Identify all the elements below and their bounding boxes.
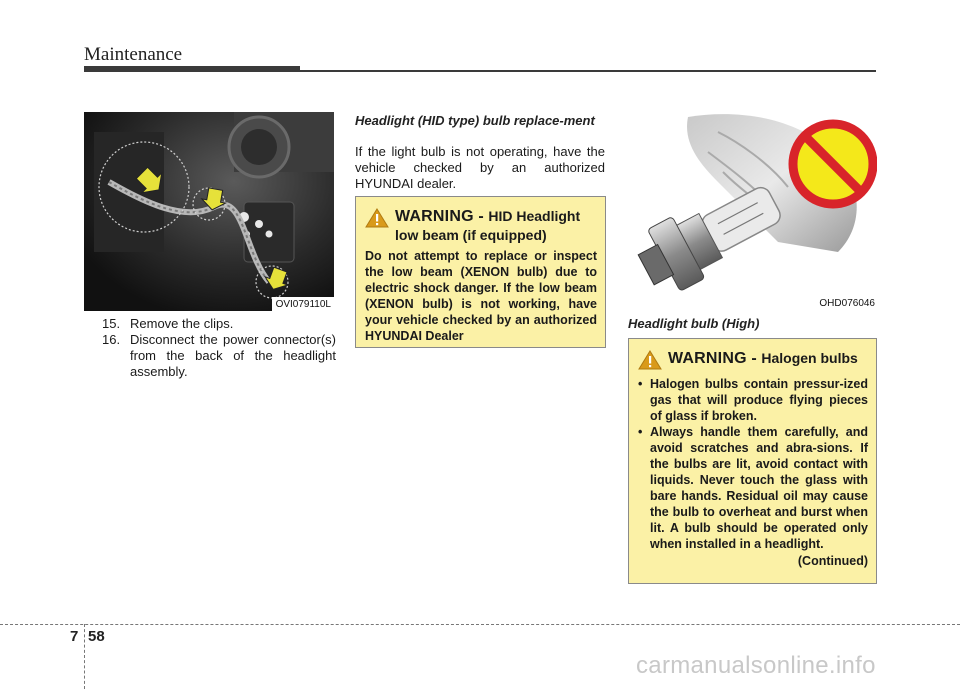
photo-code-right: OHD076046 (819, 298, 875, 309)
footer-divider (84, 624, 85, 689)
step-list (104, 316, 336, 380)
bullet-dot-icon: • (638, 377, 643, 391)
warning-box-halogen (628, 338, 877, 584)
warning-triangle-icon (638, 350, 662, 370)
step-text: Disconnect the power connector(s) from the back of the headlight assembly. (130, 332, 336, 379)
warning-bullet (638, 376, 868, 424)
step-item (104, 332, 336, 380)
figure-caption: Headlight bulb (High) (628, 316, 760, 331)
halogen-bulb-photo (628, 112, 877, 311)
bullet-dot-icon: • (638, 425, 643, 439)
warning-word: WARNING - (668, 350, 757, 367)
bullet-text: Halogen bulbs contain pressur-ized gas that will produce flying pieces of glass if broken. (650, 377, 868, 423)
step-number: 16. (102, 332, 121, 347)
warning-title (395, 207, 597, 245)
warning-box-hid (355, 196, 606, 348)
header-rule-thin (300, 70, 876, 72)
warning-triangle-icon (365, 208, 389, 228)
continued-note: (Continued) (797, 554, 868, 568)
warning-bullet (638, 424, 868, 552)
step-item (104, 316, 336, 332)
step-number: 15. (102, 316, 121, 331)
step-text: Remove the clips. (130, 316, 234, 331)
footer-rule (0, 624, 960, 625)
warning-header (638, 349, 868, 370)
subsection-body: If the light bulb is not operating, have the vehicle checked by an authorized HYUNDAI dealer. (355, 144, 605, 191)
page-number: 58 (88, 628, 105, 645)
bullet-text: Always handle them carefully, and avoid scratches and abra-sions. If the bulbs are lit, avoid contact with liquids. Never touch the glass with bare hands. Residual oil may cause the bulb to overheat and burst when lit. A bulb should be operated only when installed in a headlight. (650, 425, 868, 551)
subsection-heading: Headlight (HID type) bulb replace-ment (355, 113, 595, 128)
engine-bay-photo (84, 112, 334, 311)
chapter-number: 7 (70, 628, 79, 645)
warning-bullet-list (638, 376, 868, 552)
watermark: carmanualsonline.info (636, 652, 876, 679)
warning-header (365, 207, 597, 245)
warning-subtitle: Halogen bulbs (761, 350, 858, 366)
section-title: Maintenance (84, 44, 183, 65)
warning-word: WARNING - (395, 208, 484, 225)
warning-title (668, 349, 858, 368)
photo-code-left: OVI079110L (272, 297, 334, 311)
header-rule-thick (84, 66, 300, 72)
warning-text: Do not attempt to replace or inspect the low beam (XENON bulb) due to electric shock danger. If the low beam (XENON bulb) is not working, have your vehicle checked by an authorized HYUNDAI Dealer (365, 249, 597, 343)
warning-subtitle: HID Headlight low beam (if equipped) (395, 208, 581, 243)
